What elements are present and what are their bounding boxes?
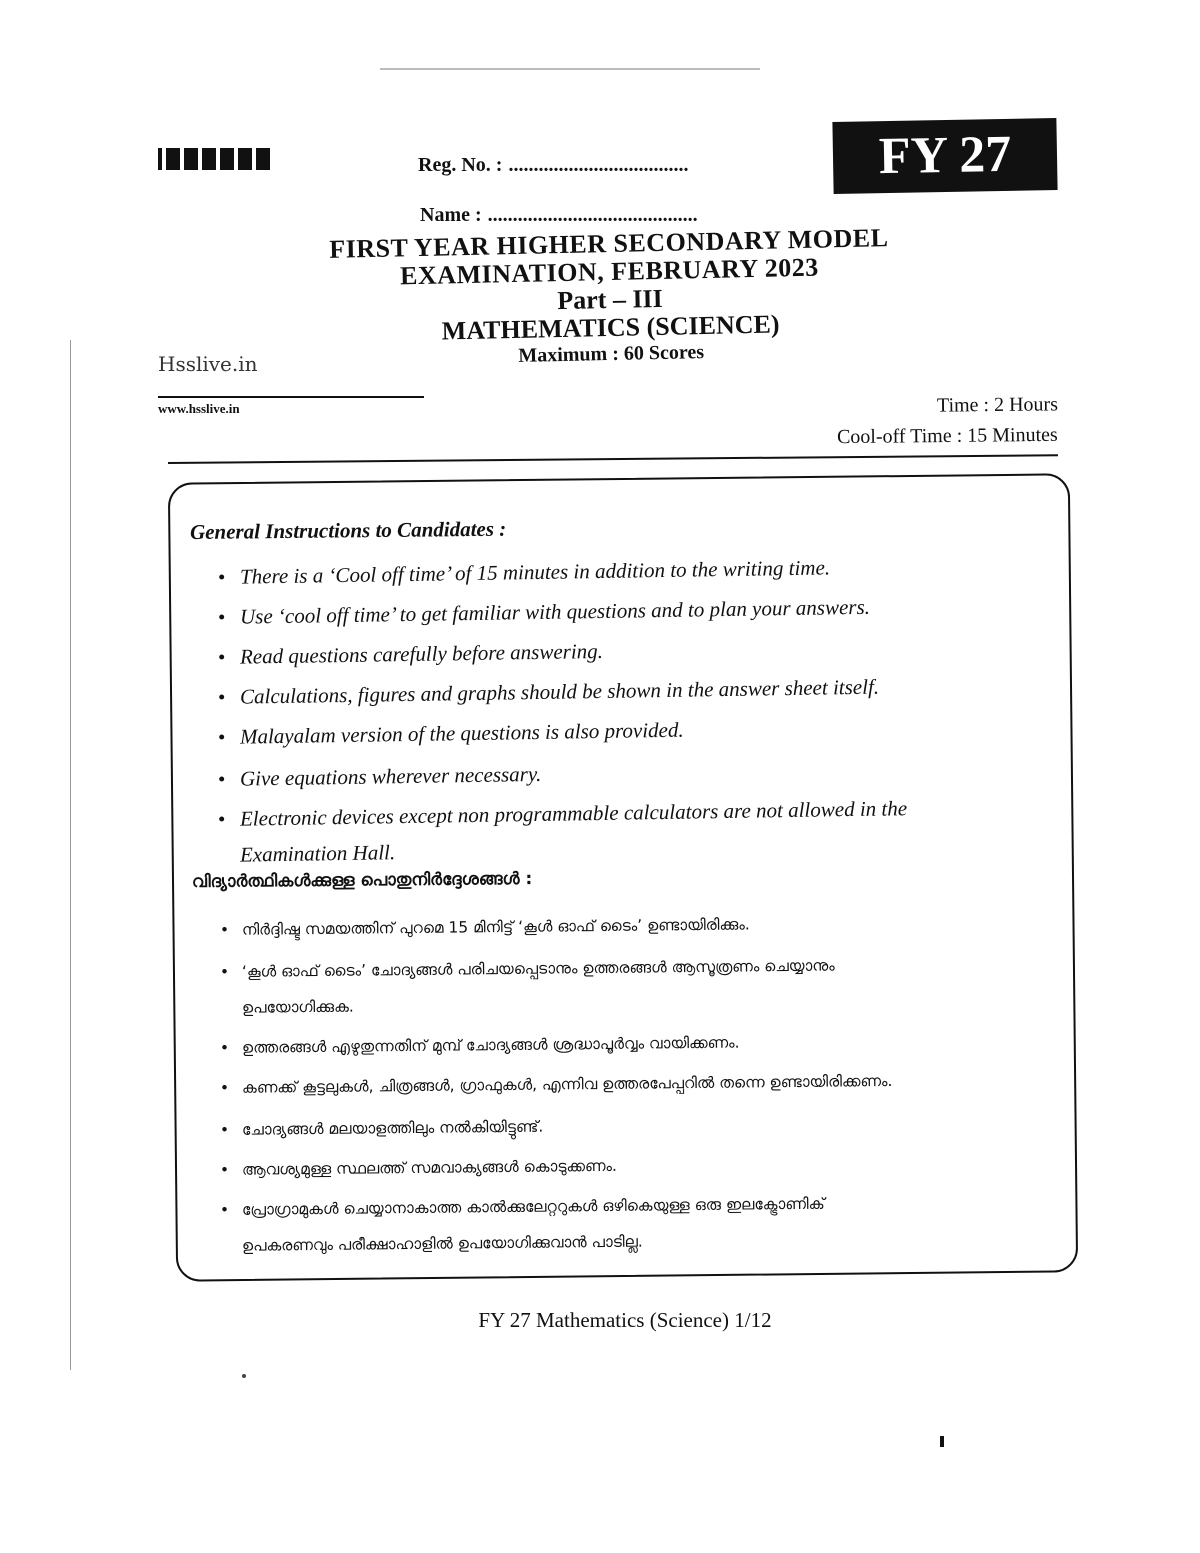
instruction-item: • Give equations wherever necessary. (218, 748, 1008, 798)
malayalam-item: • കണക്ക് കൂട്ടലുകൾ, ചിത്രങ്ങൾ, ഗ്രാഫുകൾ, എന്നിവ ഉത്തരപേപ്പറിൽ തന്നെ ഉണ്ടായിരിക്കണം. (220, 1061, 1050, 1106)
name-dots: .......................................... (487, 204, 698, 226)
reg-no-dots: .................................... (508, 154, 689, 176)
part-label: Part – III (557, 283, 664, 316)
title-line-2: EXAMINATION, FEBRUARY 2023 (399, 252, 820, 291)
paper-code-badge: FY 27 (832, 118, 1057, 194)
bullet-icon: • (219, 962, 230, 981)
bullet-icon: • (219, 1120, 230, 1139)
bullet-icon: • (219, 1160, 230, 1179)
instruction-item: • Electronic devices except non programmable calculators are not allowed in the (218, 788, 1008, 838)
barcode (158, 148, 276, 170)
exam-title-block (249, 222, 972, 373)
bullet-icon: • (217, 766, 226, 791)
bullet-icon: • (217, 644, 226, 669)
instruction-item-continued: Examination Hall. (239, 840, 396, 867)
bullet-icon: • (217, 604, 226, 629)
subject-label: MATHEMATICS (SCIENCE) (441, 309, 780, 346)
bullet-icon: • (217, 564, 226, 589)
malayalam-item: • ഉത്തരങ്ങൾ എഴുതുന്നതിന് മുമ്പ് ചോദ്യങ്ങൾ ശ്രദ്ധാപൂർവ്വം വായിക്കണം. (220, 1021, 1050, 1066)
title-line-1: FIRST YEAR HIGHER SECONDARY MODEL (328, 223, 889, 264)
name-label: Name : (420, 204, 482, 226)
max-score-label: Maximum : 60 Scores (518, 341, 705, 367)
name-field (420, 204, 698, 227)
reg-no-field (418, 154, 688, 177)
bullet-icon: • (219, 1200, 230, 1219)
top-dash-line (380, 68, 760, 70)
malayalam-item-continued: ഉപയോഗിക്കുക. (241, 997, 354, 1017)
watermark-url: www.hsslive.in (158, 401, 240, 416)
malayalam-item: • ആവശ്യമുള്ള സ്ഥലത്ത് സമവാക്യങ്ങൾ കൊടുക്കണം. (220, 1143, 1050, 1188)
page-footer: FY 27 Mathematics (Science) 1/12 (478, 1308, 772, 1332)
instructions-title: General Instructions to Candidates : (189, 516, 507, 544)
malayalam-item: • ചോദ്യങ്ങൾ മലയാളത്തിലും നൽകിയിട്ടുണ്ട്. (220, 1103, 1050, 1148)
instruction-item: • Read questions carefully before answering. (218, 626, 1008, 676)
bullet-icon: • (219, 920, 230, 939)
bullet-icon: • (217, 684, 226, 709)
instruction-item: • Calculations, figures and graphs should be shown in the answer sheet itself. (218, 666, 1008, 716)
bullet-icon: • (217, 806, 226, 831)
bullet-icon: • (219, 1078, 230, 1097)
bullet-icon: • (219, 1038, 230, 1057)
watermark-underline (158, 396, 424, 398)
scan-margin-line (70, 340, 71, 1370)
scan-speck (242, 1374, 246, 1378)
malayalam-item: • ‘കൂൾ ഓഫ് ടൈം’ ചോദ്യങ്ങൾ പരിചയപ്പെടാനും ഉത്തരങ്ങൾ ആസൂത്രണം ചെയ്യാനും (220, 945, 1050, 990)
instruction-item: • Use ‘cool off time’ to get familiar with questions and to plan your answers. (218, 586, 1008, 636)
malayalam-instructions-title: വിദ്യാർത്ഥികൾക്കുള്ള പൊതുനിർദ്ദേശങ്ങൾ : (191, 869, 533, 892)
instruction-item: • Malayalam version of the questions is also provided. (218, 706, 1008, 756)
header-separator (168, 454, 1058, 464)
time-label: Time : 2 Hours (936, 393, 1059, 417)
instruction-item: • There is a ‘Cool off time’ of 15 minutes in addition to the writing time. (218, 546, 1008, 596)
bullet-icon: • (217, 724, 226, 749)
cool-off-label: Cool-off Time : 15 Minutes (837, 423, 1059, 449)
malayalam-item: • പ്രോഗ്രാമുകൾ ചെയ്യാനാകാത്ത കാൽക്കുലേറ്ററുകൾ ഒഴികെയുള്ള ഒരു ഇലക്ട്രോണിക് (220, 1183, 1050, 1228)
malayalam-item: • നിർദ്ദിഷ്ട സമയത്തിന് പുറമെ 15 മിനിട്ട് ‘കൂൾ ഓഫ് ടൈം’ ഉണ്ടായിരിക്കും. (220, 903, 1050, 948)
scan-speck (940, 1436, 944, 1447)
malayalam-item-continued: ഉപകരണവും പരീക്ഷാഹാളിൽ ഉപയോഗിക്കുവാൻ പാടില്ല. (241, 1232, 643, 1255)
reg-no-label: Reg. No. : (418, 154, 503, 176)
watermark-site: Hsslive.in (158, 352, 258, 376)
